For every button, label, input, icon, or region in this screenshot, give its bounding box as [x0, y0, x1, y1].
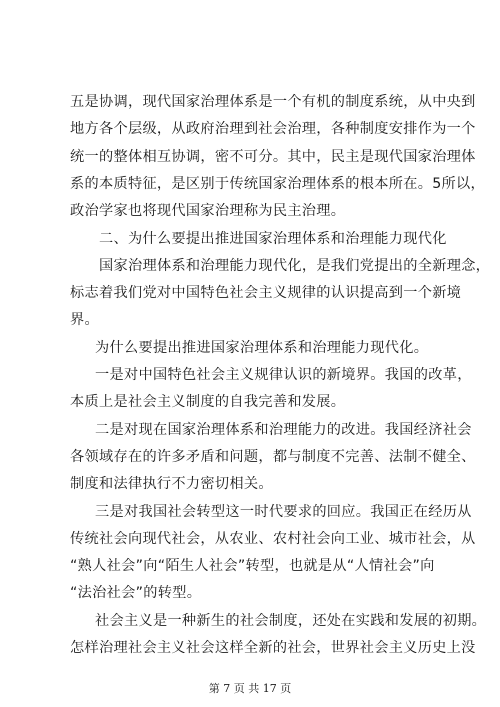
text-line: 各领域存在的许多矛盾和问题，都与制度不完善、法制不健全、 [70, 449, 476, 465]
text-line: “熟人社会”向“陌生人社会”转型，也就是从“人情社会”向 [70, 558, 435, 574]
text-line: 社会主义是一种新生的社会制度，还处在实践和发展的初期。 [95, 613, 487, 629]
text-line: 标志着我们党对中国特色社会主义规律的认识提高到一个新境 [70, 285, 462, 301]
text-line: 界。 [70, 312, 99, 328]
text-line: 怎样治理社会主义社会这样全新的社会，世界社会主义历史上没 [70, 640, 476, 656]
text-line: 三是对我国社会转型这一时代要求的回应。我国正在经历从 [95, 504, 472, 520]
text-line: 传统社会向现代社会，从农业、农村社会向工业、城市社会，从 [70, 531, 476, 547]
text-line: “法治社会”的转型。 [70, 585, 202, 601]
text-line: 五是协调，现代国家治理体系是一个有机的制度系统，从中央到 [70, 94, 476, 110]
text-line: 制度和法律执行不力密切相关。 [70, 476, 273, 492]
page-footer: 第 7 页 共 17 页 [208, 682, 292, 695]
text-line: 政治学家也将现代国家治理称为民主治理。 [70, 203, 346, 219]
text-line: 国家治理体系和治理能力现代化，是我们党提出的全新理念， [99, 258, 491, 274]
text-line: 一是对中国特色社会主义规律认识的新境界。我国的改革， [95, 367, 472, 383]
text-line: 统一的整体相互协调，密不可分。其中，民主是现代国家治理体 [70, 149, 476, 165]
text-line: 地方各个层级，从政府治理到社会治理，各种制度安排作为一个 [70, 121, 476, 137]
text-line: 二是对现在国家治理体系和治理能力的改进。我国经济社会 [95, 422, 472, 438]
text-line: 为什么要提出推进国家治理体系和治理能力现代化。 [95, 340, 429, 356]
text-line: 本质上是社会主义制度的自我完善和发展。 [70, 394, 346, 410]
text-line: 系的本质特征，是区别于传统国家治理体系的根本所在。5所以， [70, 176, 485, 192]
section-heading: 二、为什么要提出推进国家治理体系和治理能力现代化 [99, 231, 447, 247]
